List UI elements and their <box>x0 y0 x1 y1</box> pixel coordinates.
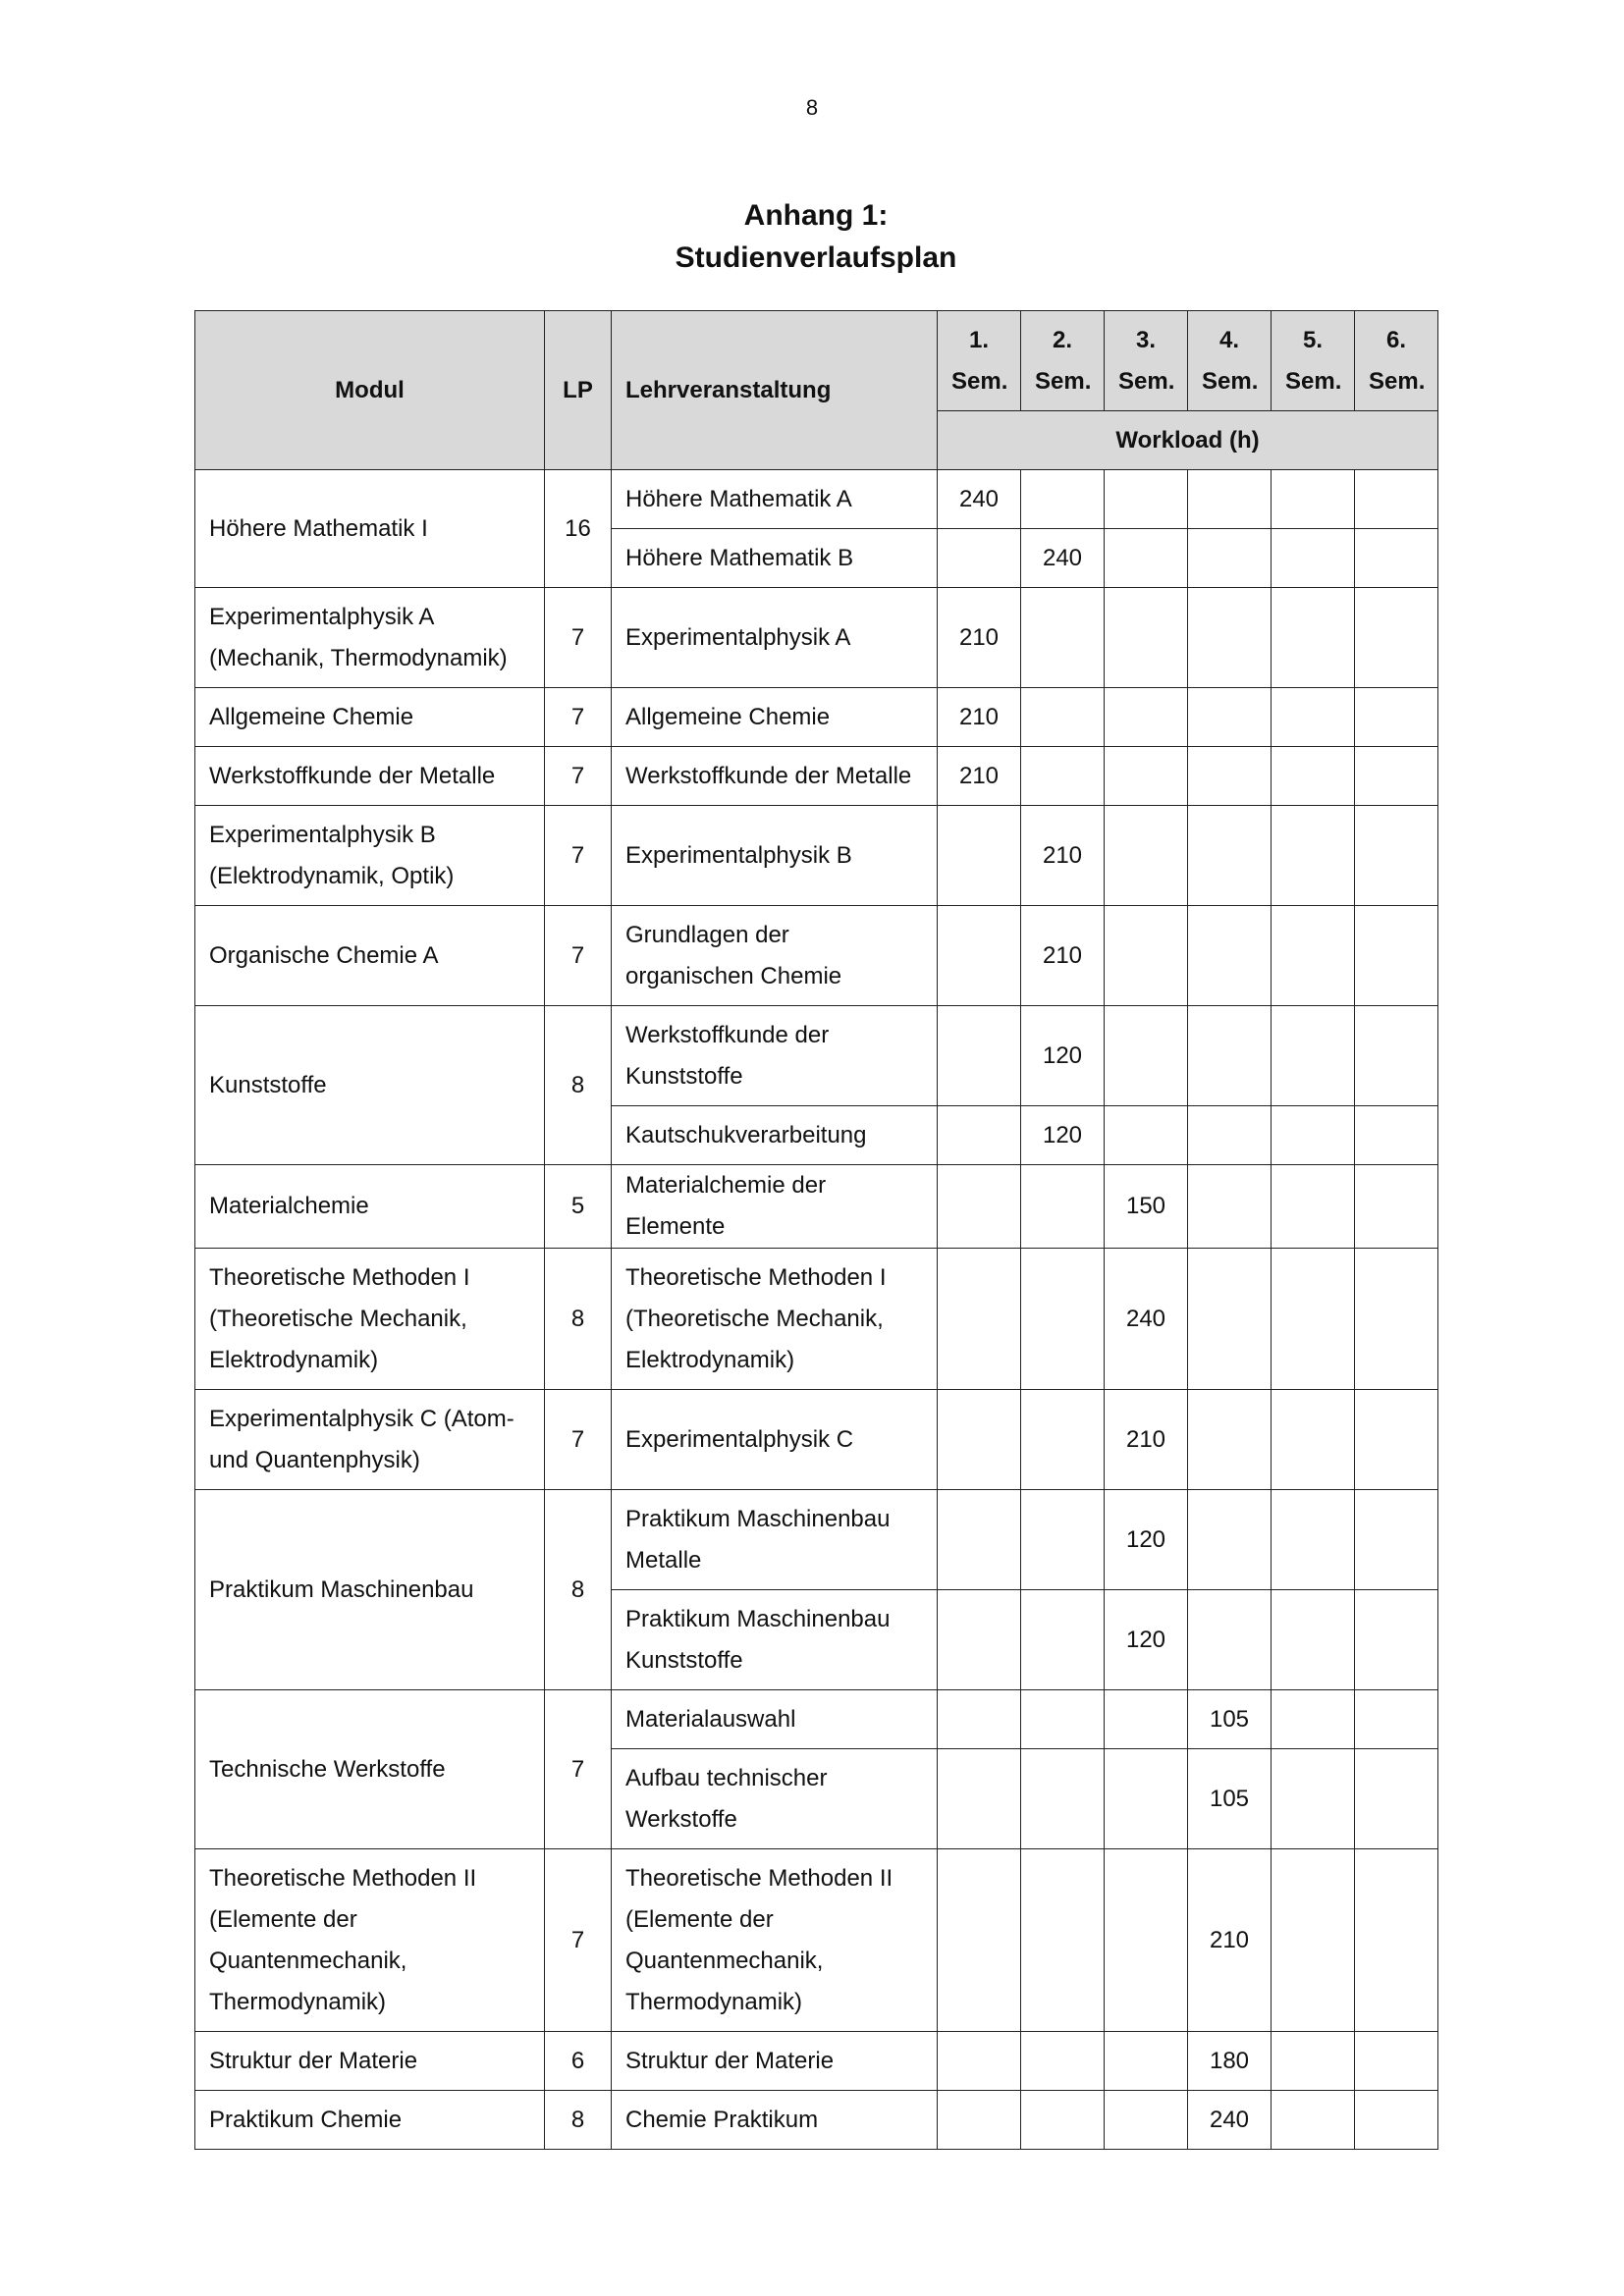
workload-cell: 210 <box>1188 1849 1272 2032</box>
module-lp: 7 <box>545 747 612 806</box>
study-plan-table <box>194 310 1438 2150</box>
module-lp: 8 <box>545 1490 612 1690</box>
course-name: Experimentalphysik A <box>612 588 938 688</box>
header-lehrveranstaltung: Lehrveranstaltung <box>612 311 938 470</box>
table-row <box>195 588 1438 688</box>
course-name: Experimentalphysik B <box>612 806 938 906</box>
course-name: Theoretische Methoden I (Theoretische Mechanik, Elektrodynamik) <box>612 1249 938 1390</box>
table-row <box>195 1006 1438 1106</box>
module-name: Theoretische Methoden I (Theoretische Mechanik, Elektrodynamik) <box>195 1249 545 1390</box>
module-lp: 8 <box>545 2091 612 2150</box>
workload-cell: 120 <box>1021 1006 1105 1106</box>
table-row <box>195 1849 1438 2032</box>
module-name: Technische Werkstoffe <box>195 1690 545 1849</box>
workload-cell: 105 <box>1188 1749 1272 1849</box>
semester-label: Sem. <box>1285 367 1342 395</box>
course-name: Chemie Praktikum <box>612 2091 938 2150</box>
course-name: Praktikum Maschinenbau Kunststoffe <box>612 1590 938 1690</box>
module-name: Praktikum Chemie <box>195 2091 545 2150</box>
workload-cell: 210 <box>938 688 1021 747</box>
semester-number: 6. <box>1385 326 1406 353</box>
header-lp: LP <box>545 311 612 470</box>
module-name: Allgemeine Chemie <box>195 688 545 747</box>
course-name: Grundlagen der organischen Chemie <box>612 906 938 1006</box>
workload-cell: 120 <box>1105 1490 1188 1590</box>
title-line-2: Studienverlaufsplan <box>675 241 957 274</box>
module-name: Praktikum Maschinenbau <box>195 1490 545 1690</box>
module-lp: 7 <box>545 688 612 747</box>
course-name: Materialauswahl <box>612 1690 938 1749</box>
course-name: Kautschukverarbeitung <box>612 1106 938 1165</box>
course-name: Allgemeine Chemie <box>612 688 938 747</box>
course-name: Struktur der Materie <box>612 2032 938 2091</box>
table-row <box>195 2091 1438 2150</box>
module-name: Experimentalphysik C (Atom- und Quantenphysik) <box>195 1390 545 1490</box>
page-number: 8 <box>805 95 819 120</box>
title-line-1: Anhang 1: <box>743 199 889 232</box>
workload-cell: 180 <box>1188 2032 1272 2091</box>
module-name: Materialchemie <box>195 1165 545 1249</box>
workload-cell: 105 <box>1188 1690 1272 1749</box>
semester-label: Sem. <box>1202 367 1259 395</box>
course-name: Experimentalphysik C <box>612 1390 938 1490</box>
course-name: Werkstoffkunde der Metalle <box>612 747 938 806</box>
header-semester-4 <box>1188 311 1272 411</box>
module-name: Struktur der Materie <box>195 2032 545 2091</box>
workload-cell: 210 <box>1105 1390 1188 1490</box>
semester-label: Sem. <box>951 367 1008 395</box>
semester-label: Sem. <box>1035 367 1092 395</box>
course-name: Materialchemie der Elemente <box>612 1165 938 1249</box>
workload-cell: 120 <box>1021 1106 1105 1165</box>
header-semester-6 <box>1355 311 1438 411</box>
module-lp: 6 <box>545 2032 612 2091</box>
table-row <box>195 1165 1438 1249</box>
workload-cell: 240 <box>1105 1249 1188 1390</box>
semester-number: 3. <box>1135 326 1156 353</box>
table-row <box>195 1390 1438 1490</box>
header-workload: Workload (h) <box>938 411 1438 470</box>
module-lp: 7 <box>545 806 612 906</box>
workload-cell: 210 <box>938 588 1021 688</box>
workload-cell: 240 <box>1021 529 1105 588</box>
table-row <box>195 747 1438 806</box>
table-row <box>195 2032 1438 2091</box>
header-semester-3 <box>1105 311 1188 411</box>
semester-number: 5. <box>1302 326 1323 353</box>
workload-cell: 210 <box>938 747 1021 806</box>
module-name: Höhere Mathematik I <box>195 470 545 588</box>
workload-cell: 210 <box>1021 906 1105 1006</box>
table-row <box>195 1690 1438 1749</box>
workload-cell: 150 <box>1105 1165 1188 1249</box>
table-row <box>195 688 1438 747</box>
table-row <box>195 1249 1438 1390</box>
module-lp: 7 <box>545 1390 612 1490</box>
page-title <box>0 194 1624 279</box>
course-name: Praktikum Maschinenbau Metalle <box>612 1490 938 1590</box>
course-name: Höhere Mathematik A <box>612 470 938 529</box>
module-lp: 8 <box>545 1006 612 1165</box>
course-name: Höhere Mathematik B <box>612 529 938 588</box>
workload-cell: 240 <box>1188 2091 1272 2150</box>
workload-cell: 210 <box>1021 806 1105 906</box>
workload-cell: 240 <box>938 470 1021 529</box>
module-name: Kunststoffe <box>195 1006 545 1165</box>
module-name: Theoretische Methoden II (Elemente der Quantenmechanik, Thermodynamik) <box>195 1849 545 2032</box>
workload-cell: 120 <box>1105 1590 1188 1690</box>
table-row <box>195 806 1438 906</box>
module-lp: 7 <box>545 1849 612 2032</box>
module-lp: 16 <box>545 470 612 588</box>
semester-number: 1. <box>968 326 989 353</box>
module-lp: 5 <box>545 1165 612 1249</box>
module-lp: 7 <box>545 906 612 1006</box>
header-semester-2 <box>1021 311 1105 411</box>
header-semester-1 <box>938 311 1021 411</box>
semester-number: 2. <box>1052 326 1072 353</box>
module-lp: 7 <box>545 1690 612 1849</box>
course-name: Werkstoffkunde der Kunststoffe <box>612 1006 938 1106</box>
table-header <box>195 311 1438 470</box>
course-name: Theoretische Methoden II (Elemente der Quantenmechanik, Thermodynamik) <box>612 1849 938 2032</box>
module-name: Experimentalphysik B (Elektrodynamik, Optik) <box>195 806 545 906</box>
module-name: Werkstoffkunde der Metalle <box>195 747 545 806</box>
module-lp: 8 <box>545 1249 612 1390</box>
semester-label: Sem. <box>1118 367 1175 395</box>
table-row <box>195 1490 1438 1590</box>
module-name: Organische Chemie A <box>195 906 545 1006</box>
header-modul: Modul <box>195 311 545 470</box>
header-semester-5 <box>1272 311 1355 411</box>
table-row <box>195 906 1438 1006</box>
semester-label: Sem. <box>1369 367 1426 395</box>
course-name: Aufbau technischer Werkstoffe <box>612 1749 938 1849</box>
semester-number: 4. <box>1218 326 1239 353</box>
table-row <box>195 470 1438 529</box>
module-lp: 7 <box>545 588 612 688</box>
module-name: Experimentalphysik A (Mechanik, Thermodynamik) <box>195 588 545 688</box>
